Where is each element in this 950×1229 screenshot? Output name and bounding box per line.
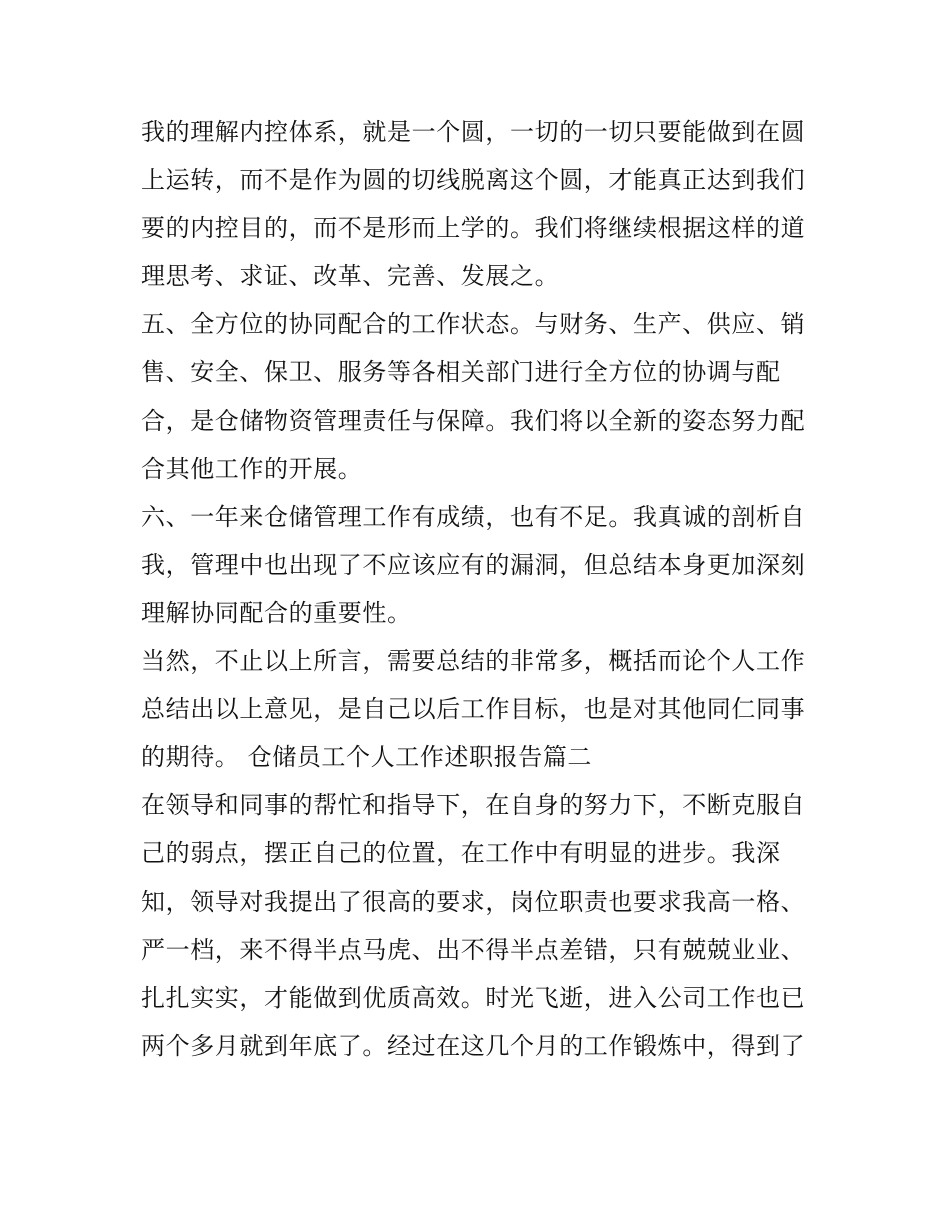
text-line: 理思考、求证、改革、完善、发展之。: [141, 262, 560, 291]
text-line: 扎扎实实，才能做到优质高效。时光飞逝，进入公司工作也已: [141, 983, 806, 1012]
body-text: [141, 108, 821, 1070]
text-line: 我，管理中也出现了不应该应有的漏洞，但总结本身更加深刻: [141, 550, 806, 579]
text-line: 在领导和同事的帮忙和指导下，在自身的努力下，不断克服自: [141, 791, 806, 820]
text-line: 严一档，来不得半点马虎、出不得半点差错，只有兢兢业业、: [141, 935, 806, 964]
text-line: 售、安全、保卫、服务等各相关部门进行全方位的协调与配: [141, 358, 781, 387]
section-heading-line: 的期待。 仓储员工个人工作述职报告篇二: [141, 743, 593, 772]
text-line: 合其他工作的开展。: [141, 454, 363, 483]
text-line: 要的内控目的，而不是形而上学的。我们将继续根据这样的道: [141, 214, 806, 243]
text-line: 知，领导对我提出了很高的要求，岗位职责也要求我高一格、: [141, 887, 806, 916]
text-line: 五、全方位的协同配合的工作状态。与财务、生产、供应、销: [141, 310, 806, 339]
text-line: 我的理解内控体系，就是一个圆，一切的一切只要能做到在圆: [141, 118, 806, 146]
text-line: 己的弱点，摆正自己的位置，在工作中有明显的进步。我深: [141, 839, 781, 868]
text-line: 理解协同配合的重要性。: [141, 598, 412, 627]
text-line: 两个多月就到年底了。经过在这几个月的工作锻炼中，得到了: [141, 1031, 806, 1060]
text-line: 总结出以上意见，是自己以后工作目标，也是对其他同仁同事: [141, 695, 806, 724]
text-line: 合，是仓储物资管理责任与保障。我们将以全新的姿态努力配: [141, 406, 806, 435]
text-line: 上运转，而不是作为圆的切线脱离这个圆，才能真正达到我们: [141, 166, 806, 195]
text-line: 六、一年来仓储管理工作有成绩，也有不足。我真诚的剖析自: [141, 502, 806, 531]
text-line: 当然，不止以上所言，需要总结的非常多，概括而论个人工作: [141, 647, 806, 676]
